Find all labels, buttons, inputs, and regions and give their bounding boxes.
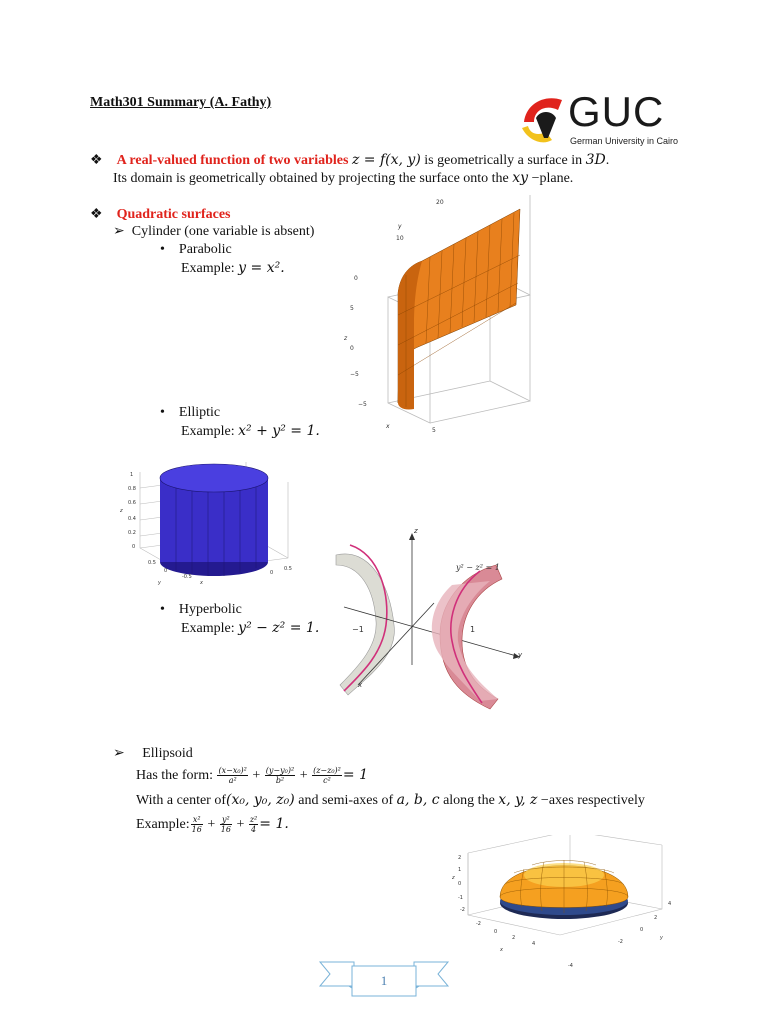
label-neg-one: −1 [352, 625, 364, 634]
tick-ym4: -4 [568, 963, 573, 969]
form-suffix: = 1 [342, 767, 368, 783]
axis-label-x: x [200, 580, 203, 586]
label-pos-one: 1 [470, 625, 476, 634]
arrow-bullet-icon: ➢ [113, 224, 125, 239]
page-title: Math301 Summary (A. Fathy) [90, 95, 272, 110]
hyperbolic-equation: y² − z² = 1. [238, 620, 320, 636]
page-number-banner [318, 958, 450, 998]
tick-z02: 0.2 [128, 530, 136, 536]
center-pre: With a center of [136, 793, 227, 808]
cylinder-label: Cylinder (one variable is absent) [131, 224, 315, 239]
example-fraction-1 [191, 815, 203, 834]
arrow-bullet-icon: ➢ [113, 746, 125, 761]
example-fraction-3 [249, 815, 258, 834]
fraction-3 [312, 766, 342, 785]
tick-y10: 10 [396, 235, 404, 242]
section2-line [90, 206, 231, 223]
fraction-1-num: (x−x₀)² [218, 766, 247, 776]
example-fraction-2-den: 16 [220, 825, 231, 835]
parabolic-equation: y = x². [238, 260, 285, 276]
section1-line2 [113, 170, 573, 187]
section1-line1: ❖ A real-valued function of two variables z = f(x, y) is geometrically a surface in 3D. [90, 152, 610, 168]
hyperbolic-example [181, 620, 319, 637]
tick-y0: 0 [354, 275, 358, 282]
center-mid2: along the [439, 793, 499, 808]
elliptic-label: Elliptic [178, 405, 221, 420]
tick-xm5: −5 [358, 401, 367, 408]
parabolic-plot-svg [340, 195, 540, 435]
elliptic-line [160, 404, 220, 421]
parabolic-cylinder-plot [340, 195, 540, 435]
tick-x2: 2 [512, 935, 516, 941]
tick-z08: 0.8 [128, 486, 136, 492]
hyperbolic-label: Hyperbolic [178, 602, 242, 617]
tick-z0: 0 [132, 544, 136, 550]
logo-text: GUC [568, 88, 665, 135]
tick-ym2: -2 [618, 939, 623, 945]
guc-logo [518, 90, 678, 152]
axes: x, y, z [498, 792, 538, 808]
example-fraction-1-num: x² [191, 815, 203, 825]
page-number: 1 [380, 973, 388, 988]
axis-label-x: x [358, 681, 363, 689]
tick-zm5: −5 [350, 371, 359, 378]
tick-0a: 0 [164, 568, 168, 574]
diamond-bullet-icon: ❖ [90, 207, 103, 222]
elliptic-example [181, 423, 320, 440]
section1-formula: z = f(x, y) [351, 152, 421, 168]
parabolic-label: Parabolic [178, 242, 232, 257]
tick-z1: 1 [458, 867, 462, 873]
tick-x5: 5 [432, 427, 436, 434]
section1-rest: is geometrically a surface in [420, 153, 586, 168]
example-prefix: Example: [181, 261, 239, 276]
axis-label-y: y [518, 651, 523, 659]
tick-y-right: 4 [668, 901, 672, 907]
ellipsoid-center-line [136, 792, 645, 809]
tick-zm2: -2 [460, 907, 465, 913]
fraction-2 [265, 766, 295, 785]
tick-0b: 0 [270, 570, 274, 576]
elliptic-plot-svg [118, 462, 310, 592]
ellipsoid-plot [450, 835, 680, 975]
tick-z1: 1 [130, 472, 134, 478]
tick-05b: 0.5 [284, 566, 292, 572]
tick-m05: -0.5 [182, 574, 192, 580]
dot-bullet-icon: • [160, 242, 165, 257]
tick-y0: 0 [640, 927, 644, 933]
form-prefix: Has the form: [136, 768, 217, 783]
section1-heading: A real-valued function of two variables [116, 153, 349, 168]
hyperbolic-line [160, 601, 242, 618]
axis-label-y: y [660, 935, 663, 941]
axis-label-z: z [414, 527, 418, 535]
ellipsoid-label: Ellipsoid [142, 746, 193, 761]
parabolic-example [181, 260, 285, 277]
section1-line2-post: −plane. [528, 171, 574, 186]
fraction-1-den: a² [228, 776, 237, 786]
ellipsoid-example: Example: $\frac{\text{x²}}{16}$ + $\frac{\text{y²}}{16}$ + $\frac{\text{z²}}{4}$ = 1. [136, 815, 289, 835]
tick-z06: 0.6 [128, 500, 136, 506]
section1-space: 3D [585, 152, 606, 168]
elliptic-cylinder-plot [118, 462, 310, 592]
fraction-3-den: c² [323, 776, 331, 786]
example-fraction-1-den: 16 [191, 825, 202, 835]
fraction-2-num: (y−y₀)² [265, 766, 295, 776]
fraction-2-den: b² [275, 776, 285, 786]
parabolic-line [160, 241, 232, 258]
example-suffix: = 1. [259, 816, 289, 832]
axis-label-z: z [344, 335, 348, 342]
example-fraction-3-num: z² [249, 815, 258, 825]
axis-label-x: x [500, 947, 503, 953]
tick-z0: 0 [458, 881, 462, 887]
dot-bullet-icon: • [160, 602, 165, 617]
ellipsoid-line [113, 745, 193, 762]
fraction-1 [217, 766, 247, 785]
section1-line2-text: Its domain is geometrically obtained by projecting the surface onto the [113, 171, 513, 186]
section2-heading: Quadratic surfaces [116, 207, 231, 222]
axis-label-x: x [386, 423, 390, 430]
example-fraction-2-num: y² [220, 815, 232, 825]
tick-z0: 0 [350, 345, 354, 352]
center-mid: and semi-axes of [294, 793, 397, 808]
tick-z5: 5 [350, 305, 354, 312]
center-point: (x₀, y₀, z₀) [226, 792, 295, 808]
diamond-bullet-icon: ❖ [90, 153, 103, 168]
example-fraction-2 [220, 815, 232, 834]
tick-x0: 0 [494, 929, 498, 935]
tick-x-left: -2 [476, 921, 481, 927]
hyperbolic-equation-label: y² − z² = 1 [456, 563, 500, 572]
center-post: −axes respectively [537, 793, 645, 808]
tick-z04: 0.4 [128, 516, 136, 522]
cylinder-line [113, 223, 314, 240]
hyperbolic-cylinder-plot [330, 525, 530, 735]
ellipsoid-plot-svg [450, 835, 680, 975]
example-fraction-3-den: 4 [251, 825, 257, 835]
fraction-3-num: (z−z₀)² [313, 766, 341, 776]
axis-label-z: z [452, 875, 455, 881]
example-prefix: Example: [181, 621, 239, 636]
tick-y2: 2 [654, 915, 658, 921]
tick-x4: 4 [532, 941, 536, 947]
tick-z2: 2 [458, 855, 462, 861]
tick-05a: 0.5 [148, 560, 156, 566]
axis-label-z: z [120, 508, 123, 514]
tick-zm1: -1 [458, 895, 463, 901]
elliptic-equation: x² + y² = 1. [238, 423, 320, 439]
section1-plane-var: xy [512, 170, 529, 186]
ellipsoid-form: Has the form: $\frac{\text{(x−x₀)²}}{\text{a²}}$ + $\frac{\text{(y−y₀)²}}{\text{b²}}$ + $\frac{\text{(z−z₀)²}}{\text{c²}}$ = 1 [136, 766, 368, 786]
logo-subtitle: German University in Cairo [570, 136, 679, 146]
dot-bullet-icon: • [160, 405, 165, 420]
example-prefix: Example: [181, 424, 239, 439]
semi-axes: a, b, c [396, 792, 440, 808]
example-prefix: Example: [136, 817, 190, 832]
axis-label-y: y [158, 580, 161, 586]
axis-label-y: y [398, 223, 402, 230]
tick-y20: 20 [436, 199, 444, 206]
